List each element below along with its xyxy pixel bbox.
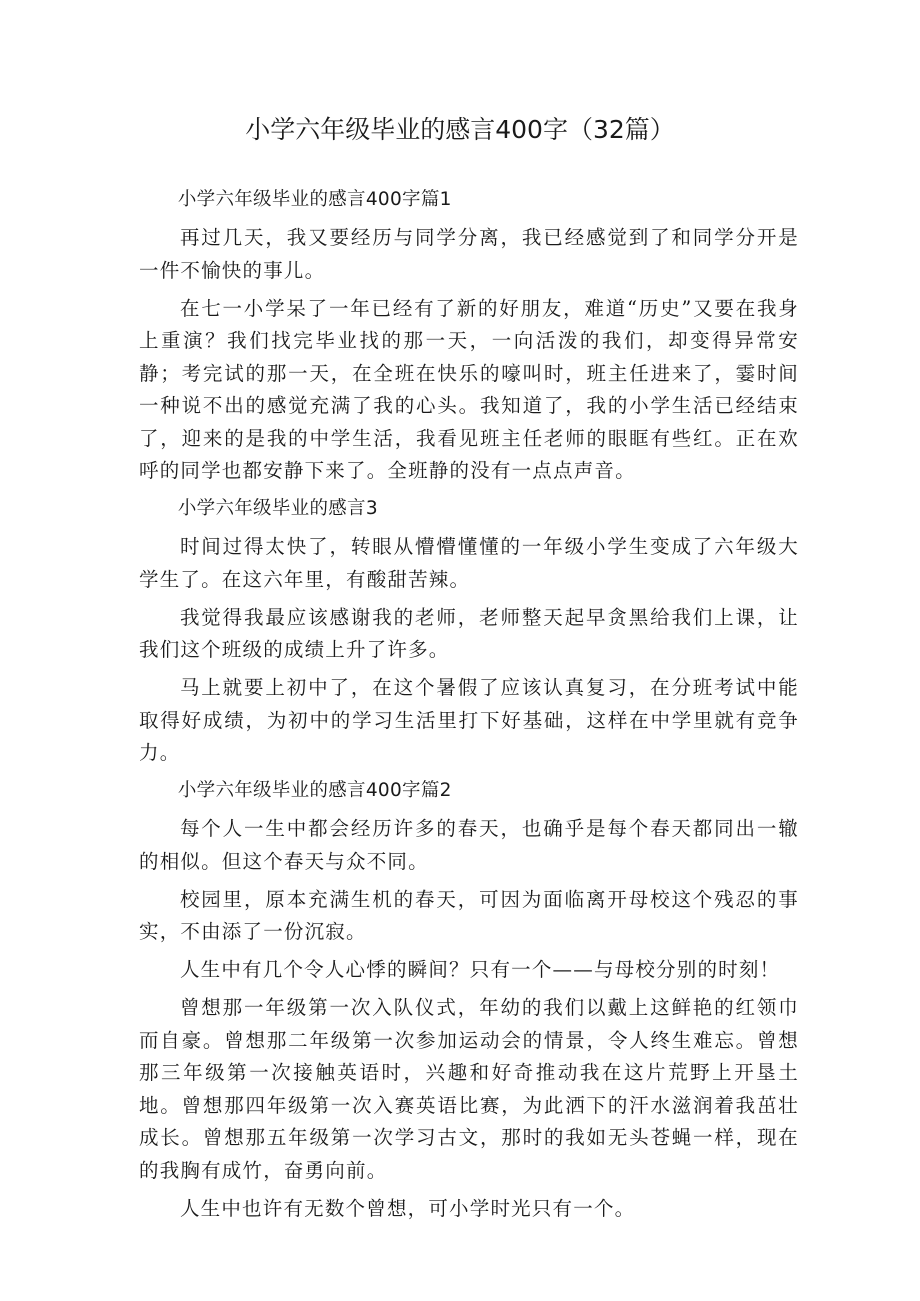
section-heading: 小学六年级毕业的感言400字篇2 <box>177 780 452 801</box>
body-paragraph: 马上就要上初中了，在这个暑假了应该认真复习，在分班考试中能取得好成绩，为初中的学习生活里打下好基础，这样在中学里就有竞争力。 <box>139 676 799 764</box>
section-heading: 小学六年级毕业的感言400字篇1 <box>177 189 452 210</box>
body-paragraph: 再过几天，我又要经历与同学分离，我已经感觉到了和同学分开是一件不愉快的事儿。 <box>139 226 799 282</box>
body-paragraph: 人生中有几个令人心悸的瞬间？只有一个——与母校分别的时刻！ <box>179 958 781 981</box>
document-title: 小学六年级毕业的感言400字（32篇） <box>245 115 675 144</box>
document-body <box>139 184 799 1231</box>
body-paragraph: 每个人一生中都会经历许多的春天，也确乎是每个春天都同出一辙的相似。但这个春天与众不同。 <box>139 817 799 873</box>
body-paragraph: 人生中也许有无数个曾想，可小学时光只有一个。 <box>179 1196 636 1220</box>
body-paragraph: 曾想那一年级第一次入队仪式，年幼的我们以戴上这鲜艳的红领巾而自豪。曾想那二年级第一次参加运动会的情景，令人终生难忘。曾想那三年级第一次接触英语时，兴趣和好奇推动我在这片荒野上开垦土地。曾想那四年级第一次入赛英语比赛，为此洒下的汗水滋润着我茁壮成长。曾想那五年级第一次学习古文，那时的我如无头苍蝇一样，现在的我胸有成竹，奋勇向前。 <box>139 996 799 1182</box>
body-paragraph: 校园里，原本充满生机的春天，可因为面临离开母校这个残忍的事实，不由添了一份沉寂。 <box>139 887 799 943</box>
body-paragraph: 我觉得我最应该感谢我的老师，老师整天起早贪黑给我们上课，让我们这个班级的成绩上升了许多。 <box>139 605 799 661</box>
body-paragraph: 在七一小学呆了一年已经有了新的好朋友，难道“历史”又要在我身上重演？我们找完毕业找的那一天，一向活泼的我们，却变得异常安静；考完试的那一天，在全班在快乐的嚎叫时，班主任进来了，霎时间一种说不出的感觉充满了我的心头。我知道了，我的小学生活已经结束了，迎来的是我的中学生活，我看见班主任老师的眼眶有些红。正在欢呼的同学也都安静下来了。全班静的没有一点点声音。 <box>139 296 799 482</box>
section-heading: 小学六年级毕业的感言3 <box>177 498 378 519</box>
body-paragraph: 时间过得太快了，转眼从懵懵懂懂的一年级小学生变成了六年级大学生了。在这六年里，有酸甜苦辣。 <box>139 535 799 591</box>
